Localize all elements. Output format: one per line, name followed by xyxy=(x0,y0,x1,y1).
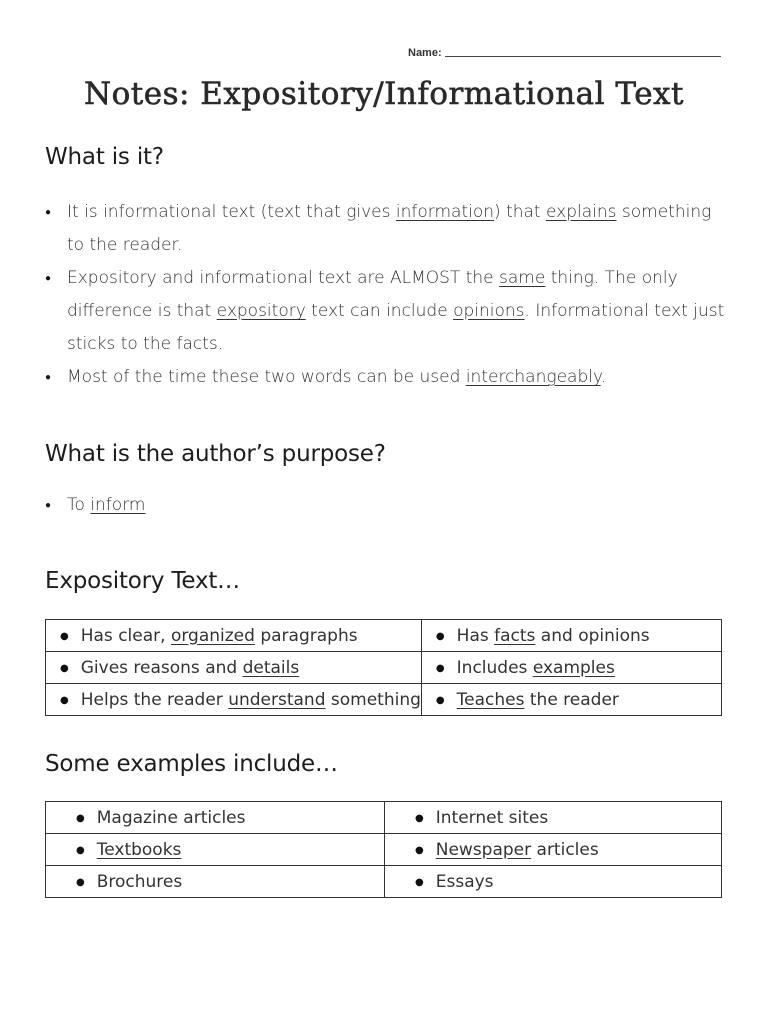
underlined-term: explains xyxy=(546,202,617,222)
name-label: Name: xyxy=(408,47,442,59)
name-field xyxy=(408,46,721,59)
bullet-icon: ● xyxy=(415,812,424,824)
text-segment: . xyxy=(600,367,607,387)
underlined-term: facts xyxy=(494,625,536,646)
bullet-icon: ● xyxy=(435,694,445,706)
text-segment: Helps the reader xyxy=(80,689,229,710)
table-row xyxy=(46,684,722,716)
bullet-icon: ● xyxy=(76,812,85,824)
underlined-term: Newspaper xyxy=(435,839,532,860)
table-cell xyxy=(46,684,422,716)
bullet-icon: ● xyxy=(415,844,424,856)
bullet-icon: ● xyxy=(435,630,445,642)
text-segment: ) that xyxy=(494,202,546,222)
table-cell xyxy=(46,834,385,866)
bullet-icon: ● xyxy=(60,694,69,706)
underlined-term: information xyxy=(395,202,495,222)
table-row xyxy=(46,620,722,652)
table-cell xyxy=(421,620,721,652)
text-segment: articles xyxy=(531,839,599,860)
underlined-term: inform xyxy=(90,495,146,515)
table-cell xyxy=(46,620,422,652)
text-segment: . Informational text just sticks to the facts. xyxy=(67,301,725,354)
bullet-icon: ● xyxy=(76,876,85,888)
text-segment: Internet sites xyxy=(435,807,549,828)
underlined-term: expository xyxy=(216,301,306,321)
text-segment: It is informational text (text that gives xyxy=(67,202,396,222)
bullet-icon: ● xyxy=(415,876,424,888)
underlined-term: Teaches xyxy=(456,689,525,710)
bullet-item xyxy=(45,361,725,394)
bullet-item xyxy=(45,262,725,361)
text-segment: the reader xyxy=(524,689,619,710)
table-row xyxy=(46,652,722,684)
bullet-item xyxy=(45,489,725,522)
name-blank-line[interactable] xyxy=(445,46,721,57)
table-row xyxy=(46,866,722,898)
underlined-term: examples xyxy=(532,657,615,678)
text-segment: thing. The only difference is that xyxy=(67,268,678,321)
bullet-item xyxy=(45,196,725,262)
table-cell xyxy=(385,802,722,834)
underlined-term: Textbooks xyxy=(96,839,182,860)
text-segment: Brochures xyxy=(96,871,183,892)
table-row xyxy=(46,802,722,834)
text-segment: Has clear, xyxy=(80,625,171,646)
table-cell xyxy=(46,866,385,898)
text-segment: and opinions xyxy=(535,625,650,646)
underlined-term: details xyxy=(242,657,300,678)
text-segment: text can include xyxy=(305,301,454,321)
text-segment: Essays xyxy=(435,871,494,892)
text-segment: Has xyxy=(456,625,495,646)
text-segment: Expository and informational text are ALMOST the xyxy=(67,268,500,288)
section-heading-examples: Some examples include… xyxy=(45,751,338,777)
text-segment: Magazine articles xyxy=(96,807,246,828)
section-heading-authors-purpose: What is the author’s purpose? xyxy=(45,441,386,467)
section-heading-expository-text: Expository Text… xyxy=(45,568,240,594)
underlined-term: understand xyxy=(228,689,326,710)
underlined-term: interchangeably xyxy=(465,367,601,387)
bullet-icon: ● xyxy=(60,630,69,642)
bullet-icon: ● xyxy=(76,844,85,856)
table-cell xyxy=(385,834,722,866)
table-cell xyxy=(46,652,422,684)
examples-table xyxy=(45,801,722,898)
text-segment: paragraphs xyxy=(254,625,358,646)
bullet-icon: ● xyxy=(435,662,445,674)
underlined-term: organized xyxy=(170,625,255,646)
section-heading-what-is-it: What is it? xyxy=(45,144,164,170)
table-cell xyxy=(46,802,385,834)
page-title: Notes: Expository/Informational Text xyxy=(84,76,684,112)
underlined-term: opinions xyxy=(453,301,525,321)
table-cell xyxy=(385,866,722,898)
bullet-icon: ● xyxy=(60,662,69,674)
text-segment: Most of the time these two words can be used xyxy=(67,367,466,387)
text-segment: something to the reader. xyxy=(67,202,712,255)
underlined-term: same xyxy=(499,268,546,288)
expository-features-table xyxy=(45,619,722,716)
what-is-it-list xyxy=(45,196,725,394)
table-cell xyxy=(421,684,721,716)
text-segment: To xyxy=(67,495,91,515)
text-segment: Gives reasons and xyxy=(80,657,243,678)
table-row xyxy=(46,834,722,866)
table-cell xyxy=(421,652,721,684)
text-segment: Includes xyxy=(456,657,533,678)
text-segment: something xyxy=(325,689,421,710)
authors-purpose-list xyxy=(45,489,725,522)
